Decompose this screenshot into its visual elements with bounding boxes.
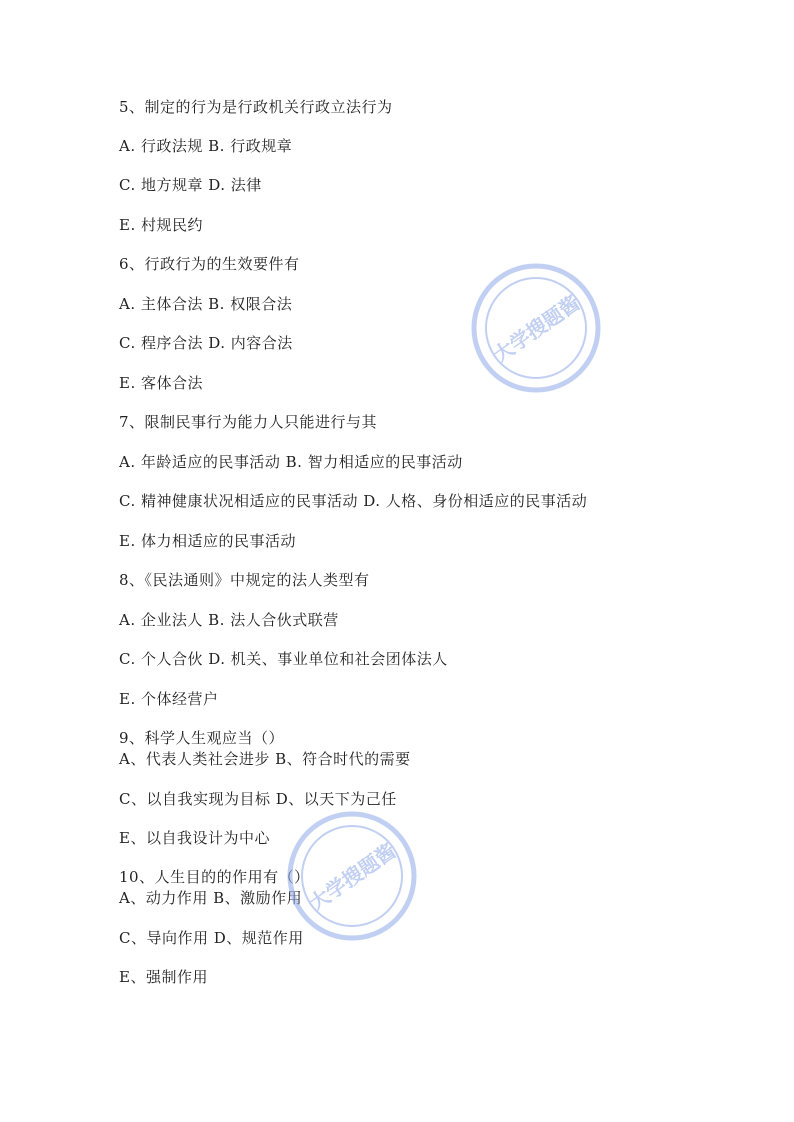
question-10-options-cd: C、导向作用 D、规范作用	[119, 929, 304, 947]
question-9-option-e: E、以自我设计为中心	[119, 829, 270, 847]
question-7-options-cd: C. 精神健康状况相适应的民事活动 D. 人格、身份相适应的民事活动	[119, 492, 588, 510]
watermark-logo	[282, 806, 422, 946]
question-6-options-cd: C. 程序合法 D. 内容合法	[119, 334, 293, 352]
question-6-options-ab: A. 主体合法 B. 权限合法	[119, 295, 293, 313]
question-10-option-e: E、强制作用	[119, 968, 208, 986]
watermark-text: 大学搜题酱	[304, 838, 401, 916]
watermark-logo	[466, 258, 606, 398]
question-8-stem: 8、《民法通则》中规定的法人类型有	[119, 571, 370, 589]
question-7-option-e: E. 体力相适应的民事活动	[119, 532, 296, 550]
question-8-options-ab: A. 企业法人 B. 法人合伙式联营	[119, 611, 339, 629]
question-5-options-cd: C. 地方规章 D. 法律	[119, 176, 262, 194]
question-10-options-ab: A、动力作用 B、激励作用	[119, 889, 303, 907]
question-5-options-ab: A. 行政法规 B. 行政规章	[119, 137, 293, 155]
question-7-options-ab: A. 年龄适应的民事活动 B. 智力相适应的民事活动	[119, 453, 463, 471]
question-7-stem: 7、限制民事行为能力人只能进行与其	[119, 413, 378, 431]
watermark-text: 大学搜题酱	[488, 290, 585, 368]
question-6-option-e: E. 客体合法	[119, 374, 203, 392]
question-9-options-cd: C、以自我实现为目标 D、以天下为己任	[119, 790, 397, 808]
question-10-stem: 10、人生目的的作用有（）	[119, 868, 310, 886]
question-9-stem: 9、科学人生观应当（）	[119, 729, 285, 747]
question-6-stem: 6、行政行为的生效要件有	[119, 255, 300, 273]
question-9-options-ab: A、代表人类社会进步 B、符合时代的需要	[119, 750, 411, 768]
question-8-option-e: E. 个体经营户	[119, 690, 219, 708]
question-5-stem: 5、制定的行为是行政机关行政立法行为	[119, 98, 393, 116]
question-8-options-cd: C. 个人合伙 D. 机关、事业单位和社会团体法人	[119, 650, 448, 668]
question-5-option-e: E. 村规民约	[119, 216, 203, 234]
